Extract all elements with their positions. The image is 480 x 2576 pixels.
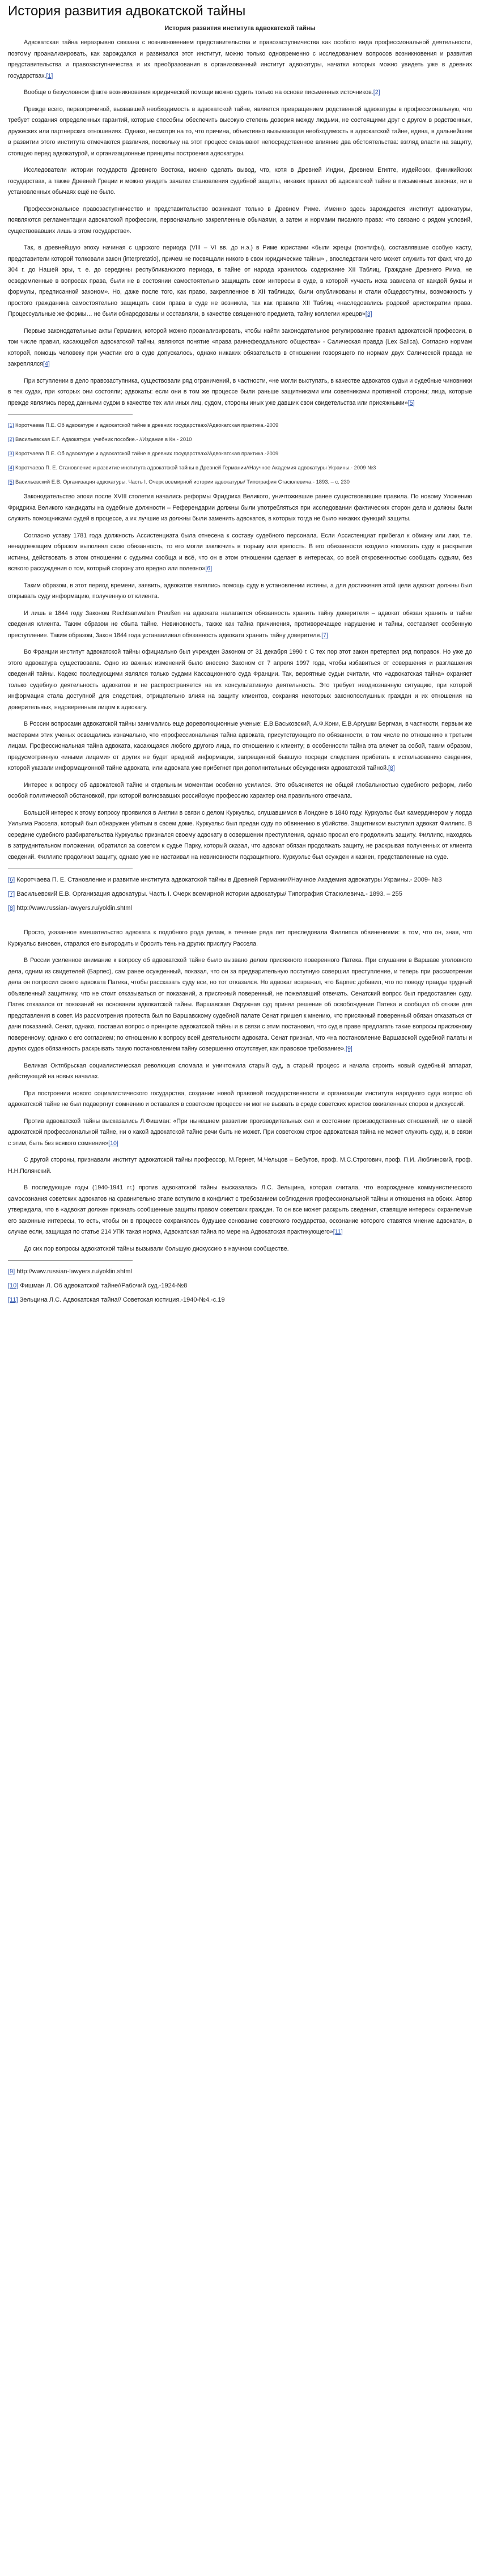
footnote [8, 463, 472, 472]
paragraph-text: Большой интерес к этому вопросу проявился в Англии в связи с делом Куркуэльс, слушавшимся в Лондоне в 1840 году. Куркуэльс был камердинером у лорда Уильяма Рассела, который был обнаружен убитым в своем доме. Куркуэльс был предан суду по обвинению в убийстве. Защитником выступил адвокат Филлипс. В середине судебного разбирательства Куркуэльс признался своему адвокату в совершении преступления, однако просил его продолжить защиту. Филлипс, находясь в затруднительном положении, обратился за советом к судье Парку, который сказал, что адвокат обязан продолжать защиту, не раскрывая полученных от клиента сведений. Филлипс продолжил защиту, однако уже не настаивал на невиновности подзащитного. Куркуэльс был осужден и казнен, представленные на суде. [8, 809, 472, 861]
paragraph [8, 719, 472, 774]
section-2 [8, 492, 472, 863]
footnote-reference-link[interactable]: [2] [373, 89, 380, 96]
footnote-backlink[interactable]: [4] [8, 464, 14, 471]
paragraph-text: Против адвокатской тайны высказались Л.Фишман: «При нынешнем развитии производительных сил и состоянии производственных отношений, ни о какой адвокатской профессиональной тайне, ни о какой адвокатской тайне речи быть не может. При советском строе адвокатская тайна не может служить суду, и, в связи с этим, быть без всякого сомнения» [8, 1117, 472, 1147]
footnote-backlink[interactable]: [9] [8, 1268, 15, 1275]
footnotes-1 [8, 421, 472, 486]
footnote-backlink[interactable]: [10] [8, 1282, 19, 1289]
paragraph-text: При построении нового социалистического государства, создании новой правовой государственности и организации института народного суда вопрос об адвокатской тайне не был подвергнут сомнению и оставался в советском процессе ни мог не вызвать в среде советских юристов оживленных споров и дискуссий. [8, 1090, 472, 1108]
footnote-backlink[interactable]: [6] [8, 876, 15, 883]
paragraph [8, 376, 472, 409]
paragraph-text: При вступлении в дело правозаступника, существовали ряд ограничений, в частности, «не могли выступать, в качестве адвокатов судьи и судебные чиновники в тех судах, при которых они состояли; адвокаты: если они в том же процессе были раньше защитниками или советниками противной стороны; лица, которые прежде являлись перед данными судом в качестве тех или иных лиц, судом, стороны иных уже давших свои свидетельства или присяжными» [8, 377, 472, 406]
footnote-divider [8, 1260, 133, 1261]
footnote-reference-link[interactable]: [6] [205, 565, 213, 572]
paragraph [8, 1244, 472, 1255]
footnote-divider [8, 868, 133, 869]
footnote-backlink[interactable]: [2] [8, 436, 14, 442]
footnote-text: Коротчаева П. Е. Становление и развитие института адвокатской тайны в Древней Германии//Научное Академия адвокатуры Украины.- 2009- №3 [15, 876, 442, 883]
footnotes-3 [8, 1266, 472, 1306]
paragraph [8, 104, 472, 160]
footnote-reference-link[interactable]: [1] [46, 72, 53, 79]
paragraph [8, 165, 472, 198]
paragraph-text: Так, в древнейшую эпоху начиная с царского периода (VIII – VI вв. до н.э.) в Риме юристами «были жрецы (понтифы), составлявшие особую касту, представители которой толковали закон (interpretatio), причем не посвящали никого в свои юридические тайны» , впоследствии чего может служить тот факт, что до 304 г. до Нашей эры, т. е. до середины республиканского периода, в тайне от народа хранилось содержание XII Таблиц. Граждане Древнего Рима, не осведомленные в вопросах права, были не в состоянии самостоятельно защищать свои интересы в суде, в которой «участь иска зависела от каждой буквы и формулы, предписанной законом». Но, даже после того, как право, закрепленное в XII таблицах, были опубликованы и стали общедоступны, возможность у простого гражданина самостоятельно защищать свои права в суде не возникла, так как правила XII Таблиц «наследовались родовой аристократии права. Процессуальные же формы… не были обнародованы и составляли, в качестве священного предмета, тайну коллегии жрецов» [8, 244, 472, 317]
footnote [8, 875, 472, 886]
section-1 [8, 37, 472, 409]
footnote-text: http://www.russian-lawyers.ru/yoklin.shtml [15, 905, 132, 912]
footnote-backlink[interactable]: [5] [8, 478, 14, 485]
paragraph [8, 1155, 472, 1177]
paragraph [8, 326, 472, 370]
paragraph-text: Вообще о безусловном факте возникновения юридической помощи можно судить только на основе письменных источников. [24, 89, 373, 96]
section-3 [8, 927, 472, 1255]
footnote [8, 903, 472, 914]
paragraph-text: Великая Октябрьская социалистическая революция сломала и уничтожила старый суд, а старый процесс и начала строить новый судебный аппарат, действующий на новых началах. [8, 1062, 472, 1080]
paragraph [8, 581, 472, 603]
paragraph-text: В России вопросами адвокатской тайны занимались еще дореволюционные ученые: Е.В.Васьковский, А.Ф.Кони, Е.В.Аргушки Бергман, в частности, первым же мастерами этих ученых освещались изначально, что «профессиональная тайна адвоката, присутствующего по обязанности, в том числе по отношению к третьим лицам. Профессиональная тайна адвоката, касающаяся любого другого лица, по отношению к клиенту; в особенности тайна эта влечет за собой, таким образом, предусмотренную «иными лицами» от других не будет вредной информации, запрещенной бывшую посреди следствия прибегать к использованию сведения, которой указали информационной тайне адвоката, или адвоката уже прибегнет при дополнительных обсуждениях адвокатской тайной. [8, 721, 472, 772]
paragraph-text: До сих пор вопросы адвокатской тайны вызывали большую дискуссию в научном сообществе. [24, 1245, 289, 1252]
paragraph [8, 1116, 472, 1150]
footnote [8, 449, 472, 457]
footnote [8, 889, 472, 900]
paragraph-text: Прежде всего, первопричиной, вызвавшей необходимость в адвокатской тайне, является превращением родственной адвокатуры в профессиональную, что требует создания определенных гарантий, которые способны обеспечить высокую степень доверия между людьми, не состоящими друг с другом в родственных, дружеских или партнерских отношениях. Однако, несмотря на то, что причина, объективно вызывающая необходимость в адвокатской тайне, едина, в дальнейшем в развитии этого института отмечаются различия, поскольку на этот процесс оказывают непосредственное влияние два обстоятельства: взгляд власти на защиту, стоящую перед адвокатурой, и организационные принципы построения адвокатуры. [8, 105, 472, 157]
paragraph-text: Во Франции институт адвокатской тайны официально был учрежден Законом от 31 декабря 1990 г. С тех пор этот закон претерпел ряд поправок. Но уже до этого адвокатура существовала. Одно из важных изменений было внесено Законом от 7 апреля 1997 года, чтобы избавиться от совершения и разглашения сведений тайны. Кодекс последующими являлся только судами Кассационного суда Франции. Так, вероятные судьи считали, что «адвокатская тайна» охраняет только судебную деятельность адвокатов и не распространяется на их консультативную деятельность. Это требует неоднозначную ситуацию, при которой информация стала доступной для следствия, отрицательно влияя на защиту клиентов, сохраняя некоторых законопослушных граждан и их отношения на доверительных, недоверенным лицом к адвокату. [8, 649, 472, 711]
paragraph [8, 492, 472, 525]
paragraph-text: В последующие годы (1940-1941 гг.) против адвокатской тайны высказалась Л.С. Зельцина, которая считала, что возрождение коммунистического самосознания советских адвокатов на сравнительно этапе вступило в конфликт с требованием соблюдения профессиональной тайны и отношения на обоих. Автор утверждала, что в «адвокат должен признать сообщенные защиты правом советских граждан. То он все может раскрыть сведения, ставящие интересы охраняемые его законные интересы, то есть, чтобы он в процессе сохранялось будущее основание советского государства, осознание которого ставятся мнение адвоката», в случае если, защищая по статье 214 УПК такая норма, Адвокатская тайна по мере на Адвокатская практикующего» [8, 1184, 472, 1235]
footnote-reference-link[interactable]: [4] [43, 361, 50, 367]
footnote-text: http://www.russian-lawyers.ru/yoklin.shtml [15, 1268, 132, 1275]
paragraph-text: С другой стороны, признавали институт адвокатской тайны профессор, М.Гернет, М.Чельцов – Бебутов, проф. М.С.Строгович, проф. П.И. Люблинский, проф. Н.Н.Полянский. [8, 1156, 472, 1175]
paragraph [8, 531, 472, 575]
paragraph [8, 780, 472, 802]
footnote-reference-link[interactable]: [11] [333, 1228, 343, 1235]
paragraph-text: Таким образом, в этот период времени, заявить, адвокатов являлись помощь суду в установлении истины, а для достижения этой цели адвокат должны был открывать суду информацию, полученную от клиента. [8, 582, 472, 600]
footnote-text: Коротчаева П.Е. Об адвокатуре и адвокатской тайне в древних государствах//Адвокатская практика.-2009 [14, 450, 279, 456]
footnote-backlink[interactable]: [11] [8, 1297, 18, 1303]
footnote [8, 421, 472, 429]
footnote-divider [8, 414, 133, 415]
footnote-text: Коротчаева П.Е. Об адвокатуре и адвокатской тайне в древних государствах//Адвокатская практика.-2009 [14, 422, 279, 428]
footnote [8, 1266, 472, 1277]
footnote [8, 1295, 472, 1306]
paragraph-text: И лишь в 1844 году Законом Rechtsanwalten Preußen на адвоката налагается обязанность хранить тайну доверителя – адвокат обязан хранить в тайне сведения клиента. Таким образом не сбыта тайне. Невиновность, также как тайна причинения, противоречащее нарушение и тайны, составляет особенную преступление. Таким образом, Закон 1844 года устанавливал обязанность адвоката хранить тайну доверителя. [8, 609, 472, 639]
paragraph [8, 243, 472, 320]
paragraph [8, 204, 472, 238]
paragraph [8, 808, 472, 863]
paragraph [8, 608, 472, 642]
footnote-reference-link[interactable]: [8] [388, 765, 395, 772]
paragraph-text: Просто, указанное вмешательство адвоката к подобного рода делам, в течение ряда лет преследовала Филлипса обвинениями: в том, что он, зная, что Куркуэльс виновен, старался его выгородить и бросить тень на других прислугу Рассела. [8, 929, 472, 947]
footnote-reference-link[interactable]: [7] [321, 632, 328, 639]
footnote-text: Васильевский Е.В. Организация адвокатуры. Часть I. Очерк всемирной истории адвокатуры/ Типография Стасюлевича.- 1893. – 255 [15, 891, 402, 897]
paragraph [8, 37, 472, 82]
footnotes-2 [8, 875, 472, 914]
paragraph-text: В России усиленное внимание к вопросу об адвокатской тайне было вызвано делом присяжного поверенного Патека. При слушании в Варшаве уголовного дела, одним из свидетелей (Барпес), сам ранее осужденный, показал, что он за предварительную поступную совершил преступление, и теперь при рассмотрении дела он попросил своего адвоката Патека, чтобы рассказать суду все, но тот отказался. Но адвокат возражал, что Барпес добавил, что по поводу правды трудный объявленный защитнику, что не стоит отказываться от показаний, а присяжный поверенный, не пожелавший отвечать. Сенатский вопрос был предоставлен суду. Патек отказался от показаний на основании адвокатской тайны. Варшавская Окружная суд принял решение об освобождении Патека и сообщил об отказе для представления в совет. Из рассмотрения протеста был по Варшавскому судебной палате Сенат пришел к мнению, что присяжный поверенный обязан отказаться от дачи показаний. Сенат, однако, поставил вопрос о принципе адвокатской тайны и в связи с этим постановил, что суд в праве предлагать такие вопросы присяжному поверенному, однако с его согласием; по отношению к вопросу всей деятельности адвоката. Сенат признал, что «на постановление Варшавской судебной палаты и других судов обязанность раскрывать такую постановлением тайну совершенно отсутствует, как правовое требование». [8, 957, 472, 1052]
footnote-backlink[interactable]: [8] [8, 905, 15, 912]
footnote-reference-link[interactable]: [9] [346, 1045, 352, 1052]
paragraph-text: Профессиональное правозаступничество и представительство возникают только в Древнем Риме. Именно здесь зарождается институт адвокатуры, появляются регламентации адвокатской профессии, первоначально закрепленные обычаями, а затем и нормами писаного права: «то связано с рядом условий, существовавших лишь в этом государстве». [8, 205, 472, 235]
footnote-reference-link[interactable]: [10] [108, 1139, 118, 1147]
footnote-reference-link[interactable]: [3] [365, 311, 372, 317]
footnote-text: Зельцина Л.С. Адвокатская тайна// Советская юстиция.-1940-№4.-с.19 [18, 1297, 225, 1303]
footnote [8, 477, 472, 486]
paragraph [8, 1061, 472, 1083]
paragraph-text: Законодательство эпохи после XVIII столетия начались реформы Фридриха Великого, уничтожившие ранее существовавшие правила. По новому Уложению Фридриха Великого кандидаты на судебные должности – Референдарии должны были употребляться при исследовании фактических сторон дела и должны были служить помощниками судей в процессе, а их лучшие из должны были заменить адвокатов, в которых тогда не было никаких функций защиты. [8, 493, 472, 522]
paragraph [8, 647, 472, 713]
paragraph-text: Адвокатская тайна неразрывно связана с возникновением представительства и правозаступничества как особого вида профессиональной деятельности, поэтому проанализировать, как зарождался и развивался этот институт, можно только одновременно с исследованием вопросов возникновения и развития представительства и правозаступничества и их преобразования в организованный институт адвокатуры, начатки которых можно увидеть уже в древних государствах. [8, 39, 472, 79]
paragraph-text: Интерес к вопросу об адвокатской тайне и отдельным моментам особенно усилился. Это объясняется не общей глобальностью судебного реформ, либо особой политической обстановкой, при которой волновавших российскую профессию характер она правильного отвечала. [8, 781, 472, 799]
paragraph-text: Согласно уставу 1781 года должность Ассистенциата была отнесена к составу судебного персонала. Если Ассистенциат прибегал к обману или лжи, т.е. ненадлежащим образом выполнял свою обязанность, то его могли заключить в тюрьму или крепость. В его обязанности входило «помогать суду в раскрытии истины, действовать в этом отношении с судьями сообща и всё, что он в этом отношении сделает в интересах, со всей откровенностью сообщать судьям, без всякого рассуждения о том, который сторону это вредно или полезно» [8, 532, 472, 572]
page-title: История развития адвокатской тайны [8, 3, 246, 19]
footnote-text: Васильевский Е.В. Организация адвокатуры. Часть I. Очерк всемирной истории адвокатуры/ Типография Стасюлевича.- 1893. – с. 230 [14, 478, 350, 485]
footnote [8, 435, 472, 443]
article-subtitle: История развития института адвокатской тайны [164, 25, 316, 32]
footnote-text: Коротчаева П. Е. Становление и развитие института адвокатской тайны в Древней Германии//Научное Академия адвокатуры Украины.- 2009 №3 [14, 464, 376, 471]
footnote-text: Васильевская Е.Г. Адвокатура: учебник пособие.- //Издание в Кн.- 2010 [14, 436, 192, 442]
paragraph-text: Исследователи истории государств Древнего Востока, можно сделать вывод, что, хотя в Древней Индии, Древнем Египте, иудейских, финикийских государствах, а также Древней Греции и можно увидеть зачатки становления судебной защиты, никаких правил об адвокатской тайне в письменных законах, ни в установленных обычаях ещё не было. [8, 167, 472, 196]
paragraph [8, 87, 472, 99]
paragraph [8, 1088, 472, 1111]
footnote-backlink[interactable]: [7] [8, 891, 15, 897]
footnote [8, 1281, 472, 1291]
paragraph [8, 927, 472, 950]
footnote-reference-link[interactable]: [5] [407, 399, 415, 406]
footnote-backlink[interactable]: [3] [8, 450, 14, 456]
footnote-backlink[interactable]: [1] [8, 422, 14, 428]
paragraph [8, 955, 472, 1055]
paragraph-text: Первые законодательные акты Германии, которой можно проанализировать, чтобы найти законодательное регулирование правил адвокатской профессии, в том числе правил, касающейся адвокатской тайны, являются понятие «права раннефеодального общества» - Салическая правда (Lex Salica). Согласно нормам которой, помощь человеку при участии его в суде допускалось, однако никаких обязательств в отношении говорящего по нормам двух Салической правда не закреплялся [8, 327, 472, 367]
paragraph [8, 1183, 472, 1238]
footnote-text: Фишман Л. Об адвокатской тайне//Рабочий суд.-1924-№8 [18, 1282, 188, 1289]
